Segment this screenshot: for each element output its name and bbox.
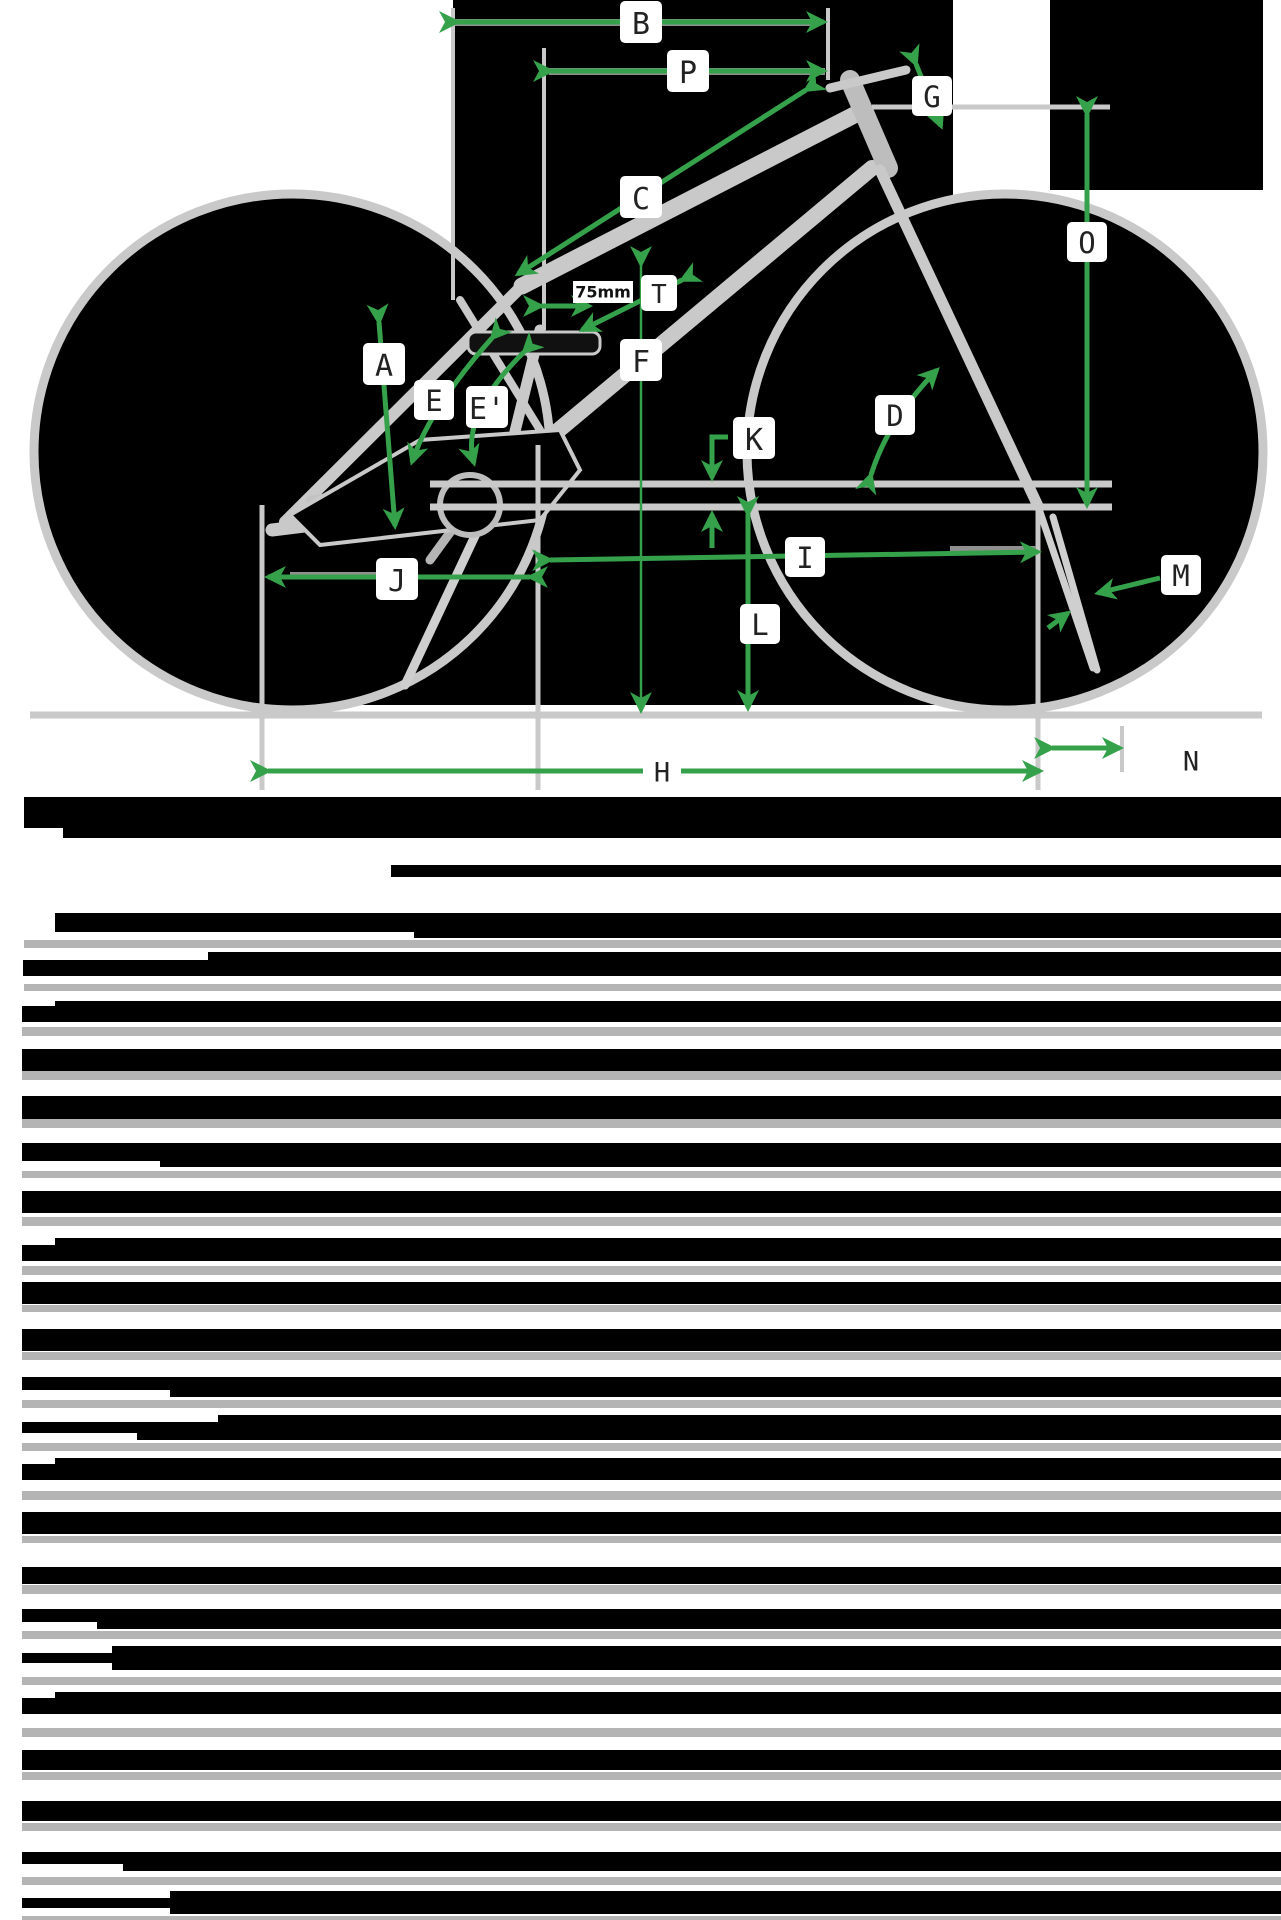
row-separator-8 [22, 1266, 1281, 1275]
redacted-row-bar-8 [55, 1238, 1281, 1245]
redacted-row-bar-12 [22, 1422, 1281, 1433]
row-separator-12 [22, 1443, 1281, 1451]
row-separator-22 [22, 1916, 1281, 1920]
label-L: L [751, 608, 769, 643]
label-M: M [1172, 559, 1190, 594]
redacted-row-bar-17 [112, 1663, 1281, 1670]
redacted-row-bar-15 [22, 1567, 1281, 1584]
redacted-row-bar-7 [22, 1191, 1281, 1213]
redacted-row-bar-5 [22, 1096, 1281, 1119]
redacted-row-bar-6 [160, 1161, 1281, 1167]
redacted-row-bar-3 [22, 1006, 1281, 1022]
row-separator-14 [22, 1536, 1281, 1543]
row-separator-3 [22, 1027, 1281, 1036]
row-separator-6 [22, 1171, 1281, 1178]
label-B: B [631, 6, 651, 42]
redacted-heading-bar [391, 865, 1281, 877]
row-separator-9 [22, 1305, 1281, 1312]
label-K: K [744, 422, 764, 458]
row-separator-11 [22, 1400, 1281, 1408]
redacted-row-bar-9 [22, 1282, 1281, 1304]
label-E: E [425, 384, 443, 419]
redacted-row-bar-6 [22, 1143, 1281, 1161]
redacted-row-bar-12 [137, 1433, 1281, 1440]
label-Ep: E' [468, 391, 506, 427]
redacted-row-bar-4 [22, 1049, 1281, 1071]
annotation-75mm: 75mm [575, 282, 631, 302]
redacted-row-bar-12 [218, 1415, 1281, 1422]
redacted-row-bar-16 [97, 1622, 1281, 1629]
row-separator-5 [22, 1119, 1281, 1128]
label-G: G [923, 80, 941, 115]
row-separator-4 [22, 1071, 1281, 1080]
label-N: N [1182, 746, 1200, 778]
redacted-row-bar-16 [22, 1609, 1281, 1622]
redacted-row-bar-19 [22, 1750, 1281, 1770]
label-C: C [631, 181, 651, 217]
row-separator-16 [22, 1631, 1281, 1639]
label-O: O [1078, 226, 1096, 261]
row-separator-21 [22, 1877, 1281, 1885]
row-separator-7 [22, 1217, 1281, 1226]
redacted-row-bar-10 [22, 1329, 1281, 1351]
redacted-row-bar-11 [22, 1377, 1281, 1390]
redacted-heading-bar [24, 797, 1281, 828]
row-separator-13 [22, 1491, 1281, 1500]
redacted-row-bar-2 [208, 952, 1281, 960]
redacted-row-bar-21 [22, 1852, 1281, 1864]
redacted-row-bar-22 [22, 1898, 1281, 1908]
redacted-row-bar-13 [22, 1464, 1281, 1480]
row-separator-18 [22, 1728, 1281, 1737]
label-I: I [796, 541, 814, 576]
redacted-row-bar-11 [170, 1390, 1281, 1397]
redacted-row-bar-8 [22, 1245, 1281, 1261]
redacted-row-bar-14 [22, 1512, 1281, 1534]
row-separator-15 [22, 1585, 1281, 1594]
row-separator-20 [22, 1823, 1281, 1831]
redacted-row-bar-2 [23, 960, 1281, 976]
redacted-row-bar-22 [170, 1891, 1281, 1898]
label-H: H [653, 757, 671, 789]
label-A: A [374, 348, 394, 384]
redacted-row-bar-18 [22, 1698, 1281, 1714]
redacted-row-bar-1 [55, 913, 1281, 932]
redacted-row-bar-17 [112, 1646, 1281, 1653]
row-separator-19 [22, 1772, 1281, 1780]
row-separator-10 [22, 1352, 1281, 1360]
row-separator-1 [24, 940, 1281, 948]
redacted-heading-bar [63, 828, 1281, 838]
redacted-row-bar-1 [414, 932, 1281, 938]
redacted-row-bar-17 [22, 1653, 1281, 1663]
label-F: F [631, 344, 651, 380]
label-P: P [678, 55, 698, 91]
redacted-row-bar-22 [170, 1908, 1281, 1914]
row-separator-17 [22, 1677, 1281, 1685]
redacted-row-bar-20 [22, 1801, 1281, 1821]
label-D: D [886, 399, 904, 434]
redacted-row-bar-21 [123, 1864, 1281, 1871]
label-T: T [651, 280, 667, 311]
label-J: J [387, 563, 407, 599]
row-separator-2 [24, 984, 1281, 991]
